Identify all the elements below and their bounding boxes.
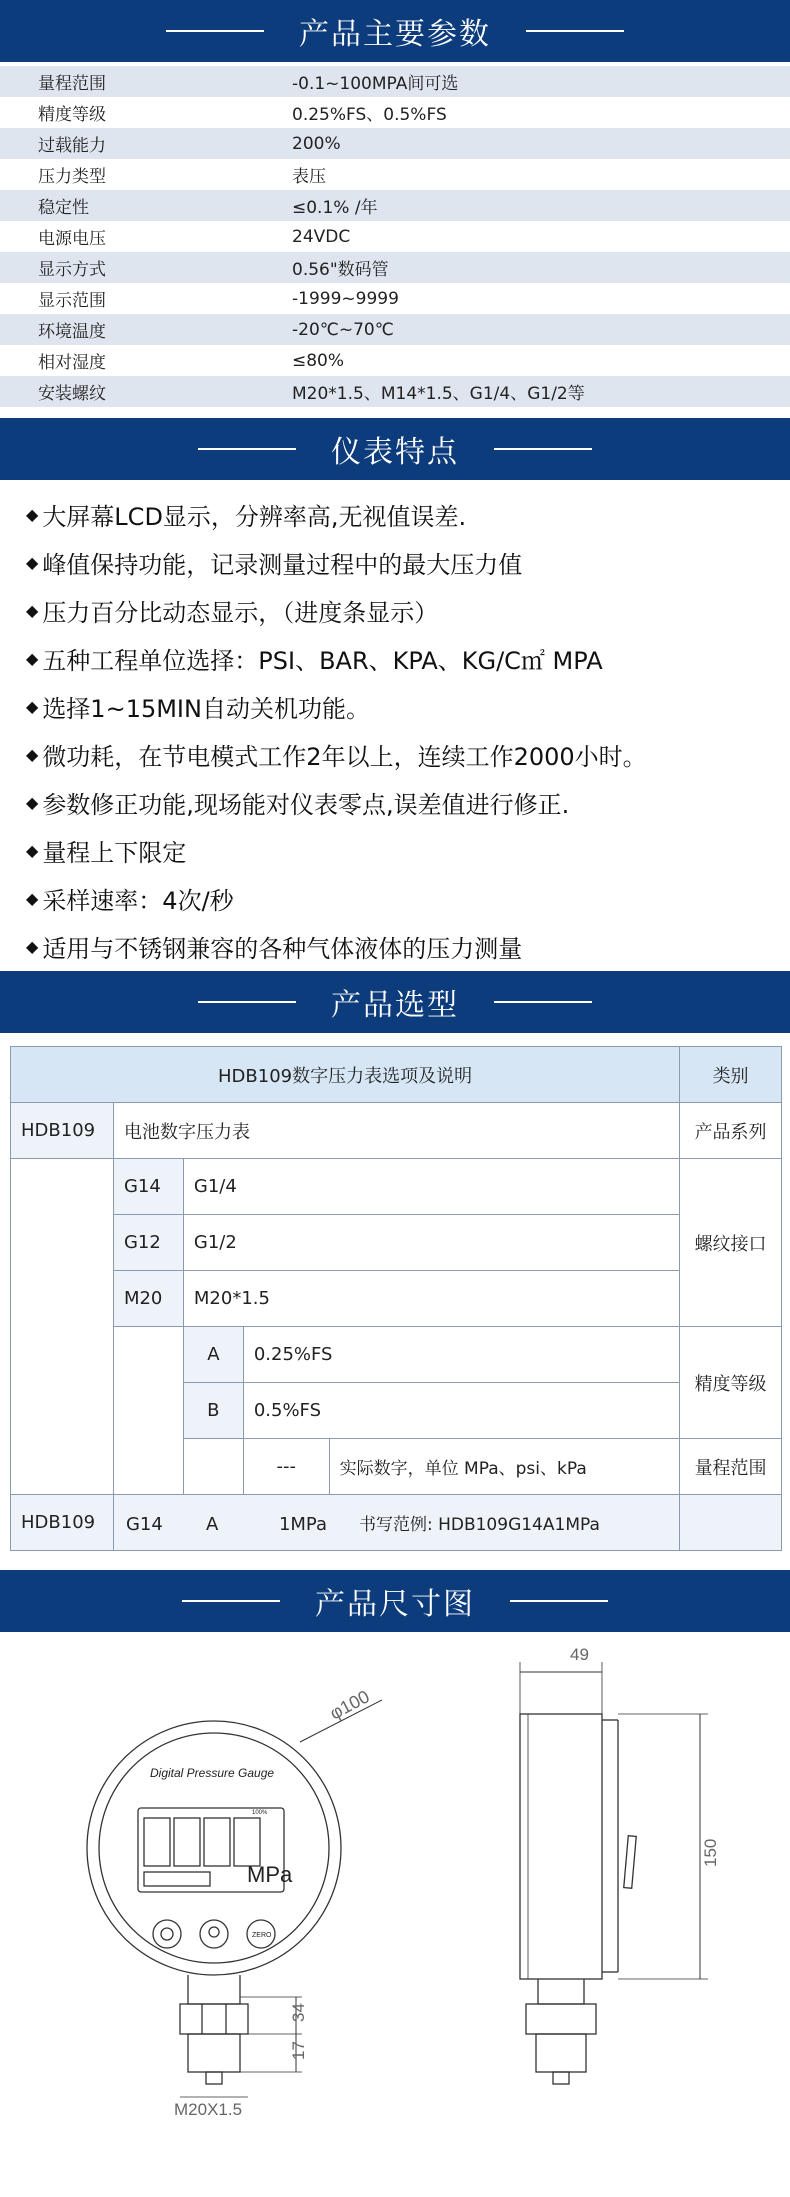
section-banner-selection [0, 971, 790, 1033]
param-row [0, 345, 790, 376]
selection-table [10, 1046, 782, 1551]
example-thread: G14 [125, 1514, 163, 1535]
feature-text: 压力百分比动态显示，（进度条显示） [42, 598, 439, 627]
features-list [26, 490, 647, 970]
feature-item [26, 826, 647, 874]
param-row [0, 97, 790, 128]
hex-nut [180, 2004, 248, 2034]
banner-line-right [494, 1001, 592, 1003]
param-value: -1999~9999 [292, 288, 399, 309]
table-row [11, 1327, 782, 1383]
example-accuracy: A [205, 1514, 219, 1535]
param-row [0, 190, 790, 221]
param-key: 环境温度 [38, 322, 106, 342]
table-row [11, 1159, 782, 1215]
dim-49: 49 [570, 1645, 589, 1664]
side-clip [624, 1836, 637, 1888]
dim-17: 17 [289, 2041, 308, 2060]
accuracy-desc: 0.25%FS [243, 1327, 679, 1383]
param-row [0, 128, 790, 159]
param-row [0, 221, 790, 252]
blank-cell [11, 1159, 114, 1495]
accuracy-code: B [183, 1383, 243, 1439]
feature-text: 微功耗，在节电模式工作2年以上，连续工作2000小时。 [42, 742, 647, 771]
param-value: 200% [292, 133, 341, 154]
diamond-bullet-icon: ◆ [26, 504, 39, 524]
param-row [0, 159, 790, 190]
param-value: 0.56"数码管 [292, 260, 389, 280]
feature-item [26, 874, 647, 922]
param-value: -20℃~70℃ [292, 319, 394, 340]
diamond-bullet-icon: ◆ [26, 744, 39, 764]
diamond-bullet-icon: ◆ [26, 888, 39, 908]
diamond-bullet-icon: ◆ [26, 792, 39, 812]
feature-item [26, 778, 647, 826]
diamond-bullet-icon: ◆ [26, 600, 39, 620]
table-header: HDB109数字压力表选项及说明 [11, 1047, 680, 1103]
param-row [0, 376, 790, 407]
param-key: 压力类型 [38, 167, 106, 187]
table-row [11, 1495, 782, 1551]
param-value: -0.1~100MPA间可选 [292, 74, 459, 94]
dim-thread: M20X1.5 [174, 2100, 243, 2119]
banner-line-left [198, 1001, 296, 1003]
range-code: --- [243, 1439, 329, 1495]
stem-tip [206, 2072, 222, 2084]
feature-item [26, 634, 647, 682]
feature-text: 适用与不锈钢兼容的各种气体液体的压力测量 [42, 934, 523, 963]
feature-text: 采样速率：4次/秒 [42, 886, 234, 915]
gauge-unit: MPa [247, 1862, 293, 1887]
dim-34: 34 [289, 2003, 308, 2022]
example-range: 1MPa [278, 1514, 328, 1535]
accuracy-code: A [183, 1327, 243, 1383]
blank-cell [680, 1495, 782, 1551]
range-category: 量程范围 [680, 1439, 782, 1495]
param-value: 表压 [292, 167, 326, 187]
diamond-bullet-icon: ◆ [26, 648, 39, 668]
param-row [0, 283, 790, 314]
table-row [11, 1103, 782, 1159]
side-body [520, 1714, 602, 1979]
banner-line-left [182, 1600, 280, 1602]
dimension-drawing [0, 1632, 790, 2197]
banner-line-right [510, 1600, 608, 1602]
param-key: 显示范围 [38, 291, 106, 311]
dim-150: 150 [701, 1838, 720, 1867]
thread-desc: M20*1.5 [183, 1271, 679, 1327]
section-title: 产品尺寸图 [315, 1587, 475, 1622]
section-title: 产品主要参数 [299, 17, 491, 52]
light-button-icon [200, 1920, 228, 1948]
example-model: HDB109 [11, 1495, 114, 1551]
feature-item [26, 586, 647, 634]
param-key: 精度等级 [38, 105, 106, 125]
thread-code: M20 [113, 1271, 183, 1327]
lcd-digit [234, 1818, 260, 1866]
side-hex-nut [526, 2004, 596, 2034]
feature-text: 量程上下限定 [42, 838, 187, 867]
feature-text: 参数修正功能,现场能对仪表零点,误差值进行修正. [42, 790, 570, 819]
param-key: 稳定性 [38, 198, 89, 218]
dim-diameter: φ100 [326, 1686, 373, 1724]
diamond-bullet-icon: ◆ [26, 552, 39, 572]
table-row [11, 1047, 782, 1103]
gauge-label: Digital Pressure Gauge [150, 1766, 275, 1780]
param-key: 量程范围 [38, 74, 106, 94]
banner-line-right [526, 30, 624, 32]
banner-line-left [166, 30, 264, 32]
thread-desc: G1/4 [183, 1159, 679, 1215]
feature-text: 峰值保持功能，记录测量过程中的最大压力值 [42, 550, 523, 579]
section-title: 仪表特点 [331, 435, 459, 470]
feature-text: 选择1~15MIN自动关机功能。 [42, 694, 370, 723]
feature-text: 大屏幕LCD显示，分辨率高,无视值误差. [42, 502, 467, 531]
param-key: 电源电压 [38, 229, 106, 249]
feature-item [26, 922, 647, 970]
blank-cell [113, 1327, 183, 1495]
accuracy-category: 精度等级 [680, 1327, 782, 1439]
param-row [0, 314, 790, 345]
model-category: 产品系列 [680, 1103, 782, 1159]
table-row [11, 1271, 782, 1327]
param-value: ≤80% [292, 350, 345, 371]
feature-item [26, 538, 647, 586]
diamond-bullet-icon: ◆ [26, 936, 39, 956]
param-key: 过载能力 [38, 136, 106, 156]
lcd-bargraph [144, 1872, 210, 1886]
thread-stem [188, 2034, 240, 2072]
accuracy-desc: 0.5%FS [243, 1383, 679, 1439]
param-value: 24VDC [292, 226, 351, 247]
banner-line-left [198, 448, 296, 450]
param-key: 显示方式 [38, 260, 106, 280]
side-thread-stem [536, 2034, 586, 2072]
feature-item [26, 730, 647, 778]
thread-desc: G1/2 [183, 1215, 679, 1271]
param-value: ≤0.1% /年 [292, 198, 378, 218]
param-key: 相对湿度 [38, 353, 106, 373]
neck [188, 1975, 240, 2004]
thread-category: 螺纹接口 [680, 1159, 782, 1327]
section-title: 产品选型 [331, 988, 459, 1023]
feature-item [26, 490, 647, 538]
range-desc: 实际数字，单位 MPa、psi、kPa [329, 1439, 679, 1495]
param-key: 安装螺纹 [38, 384, 106, 404]
section-banner-features [0, 418, 790, 480]
param-row [0, 66, 790, 97]
zero-label: ZERO [252, 1932, 272, 1939]
section-banner-dimensions [0, 1570, 790, 1632]
section-banner-params [0, 0, 790, 62]
lcd-digit [144, 1818, 170, 1866]
example-values [113, 1495, 679, 1551]
params-table [0, 66, 790, 407]
diamond-bullet-icon: ◆ [26, 696, 39, 716]
blank-cell [183, 1439, 243, 1495]
lcd-digit [204, 1818, 230, 1866]
thread-code: G14 [113, 1159, 183, 1215]
example-desc: 书写范例: HDB109G14A1MPa [358, 1515, 600, 1535]
param-value: M20*1.5、M14*1.5、G1/4、G1/2等 [292, 384, 585, 404]
diamond-bullet-icon: ◆ [26, 840, 39, 860]
banner-line-right [494, 448, 592, 450]
model-code: HDB109 [11, 1103, 114, 1159]
param-value: 0.25%FS、0.5%FS [292, 105, 447, 125]
feature-item [26, 682, 647, 730]
power-button-icon [153, 1920, 181, 1948]
lcd-digit [174, 1818, 200, 1866]
feature-text: 五种工程单位选择：PSI、BAR、KPA、KG/C㎡ MPA [42, 646, 603, 675]
thread-code: G12 [113, 1215, 183, 1271]
param-row [0, 252, 790, 283]
model-desc: 电池数字压力表 [113, 1103, 679, 1159]
gauge-percent: 100% [252, 1810, 268, 1816]
table-row [11, 1215, 782, 1271]
table-header-category: 类别 [680, 1047, 782, 1103]
